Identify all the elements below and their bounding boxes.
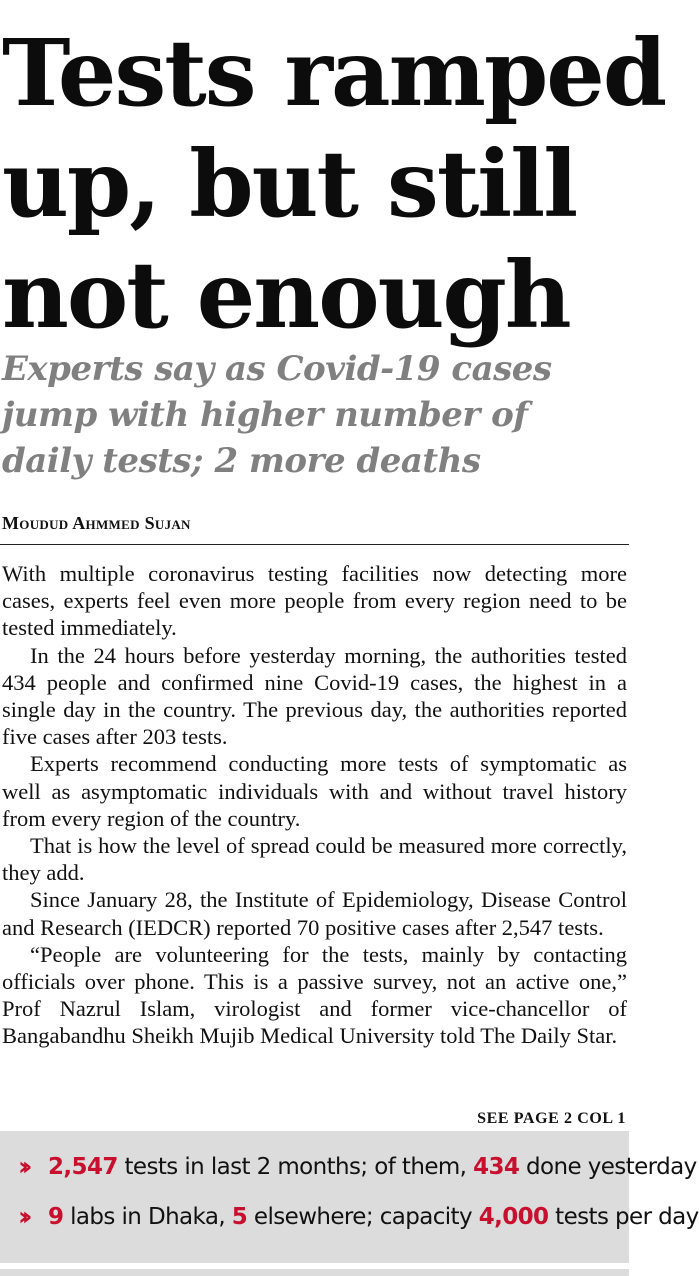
headline-line-2: up, but still (2, 130, 577, 238)
byline-divider (0, 544, 629, 545)
fact-number: 5 (231, 1204, 248, 1230)
article-paragraph: That is how the level of spread could be measured more correctly, they add. (2, 833, 627, 886)
double-chevron-right-icon: ›› (18, 1202, 26, 1232)
fact-item (18, 1197, 699, 1237)
headline-line-1: Tests ramped (2, 19, 666, 127)
headline-line-3: not enough (2, 241, 570, 349)
headline (2, 18, 666, 351)
fact-text: labs in Dhaka, (63, 1204, 232, 1230)
fact-item (18, 1147, 697, 1187)
article-paragraph: With multiple coronavirus testing facilities now detecting more cases, experts feel even more people from every region need to be tested immediately. (2, 561, 627, 641)
subheadline (2, 346, 627, 484)
subheadline-line-3: daily tests; 2 more deaths (2, 441, 481, 481)
fact-box (0, 1131, 699, 1263)
fact-number: 9 (48, 1204, 64, 1230)
article-body (2, 560, 627, 1050)
article-paragraph: Experts recommend conducting more tests of symptomatic as well as asymptomatic individuals with and without travel history from every region of the country. (2, 751, 627, 831)
fact-box-footer-band (0, 1269, 629, 1276)
fact-text: tests per day (548, 1204, 699, 1230)
fact-text: elsewhere; capacity (247, 1204, 479, 1230)
subheadline-line-1: Experts say as Covid-19 cases (2, 349, 552, 389)
fact-text: done yesterday (519, 1154, 697, 1180)
byline: Moudud Ahmmed Sujan (2, 513, 191, 533)
article-paragraph: In the 24 hours before yesterday morning, the authorities tested 434 people and confirmed nine Covid-19 cases, the highest in a single day in the country. The previous day, the authorities reported five cases after 203 tests. (2, 642, 627, 750)
article-paragraph: “People are volunteering for the tests, mainly by contacting officials over phone. This is a passive survey, not an active one,” Prof Nazrul Islam, virologist and former vice-chancellor of Bangabandhu Sheikh Mujib Medical University told The Daily Star. (2, 941, 627, 1049)
double-chevron-right-icon: ›› (18, 1152, 26, 1182)
subheadline-line-2: jump with higher number of (2, 395, 528, 435)
fact-number: 434 (473, 1154, 520, 1180)
article-paragraph: Since January 28, the Institute of Epidemiology, Disease Control and Research (IEDCR) reported 70 positive cases after 2,547 tests. (2, 887, 627, 940)
fact-number: 2,547 (48, 1154, 118, 1180)
fact-text: tests in last 2 months; of them, (117, 1154, 474, 1180)
continued-on-jump-line[interactable]: SEE PAGE 2 COL 1 (477, 1110, 626, 1127)
fact-number: 4,000 (478, 1204, 549, 1230)
